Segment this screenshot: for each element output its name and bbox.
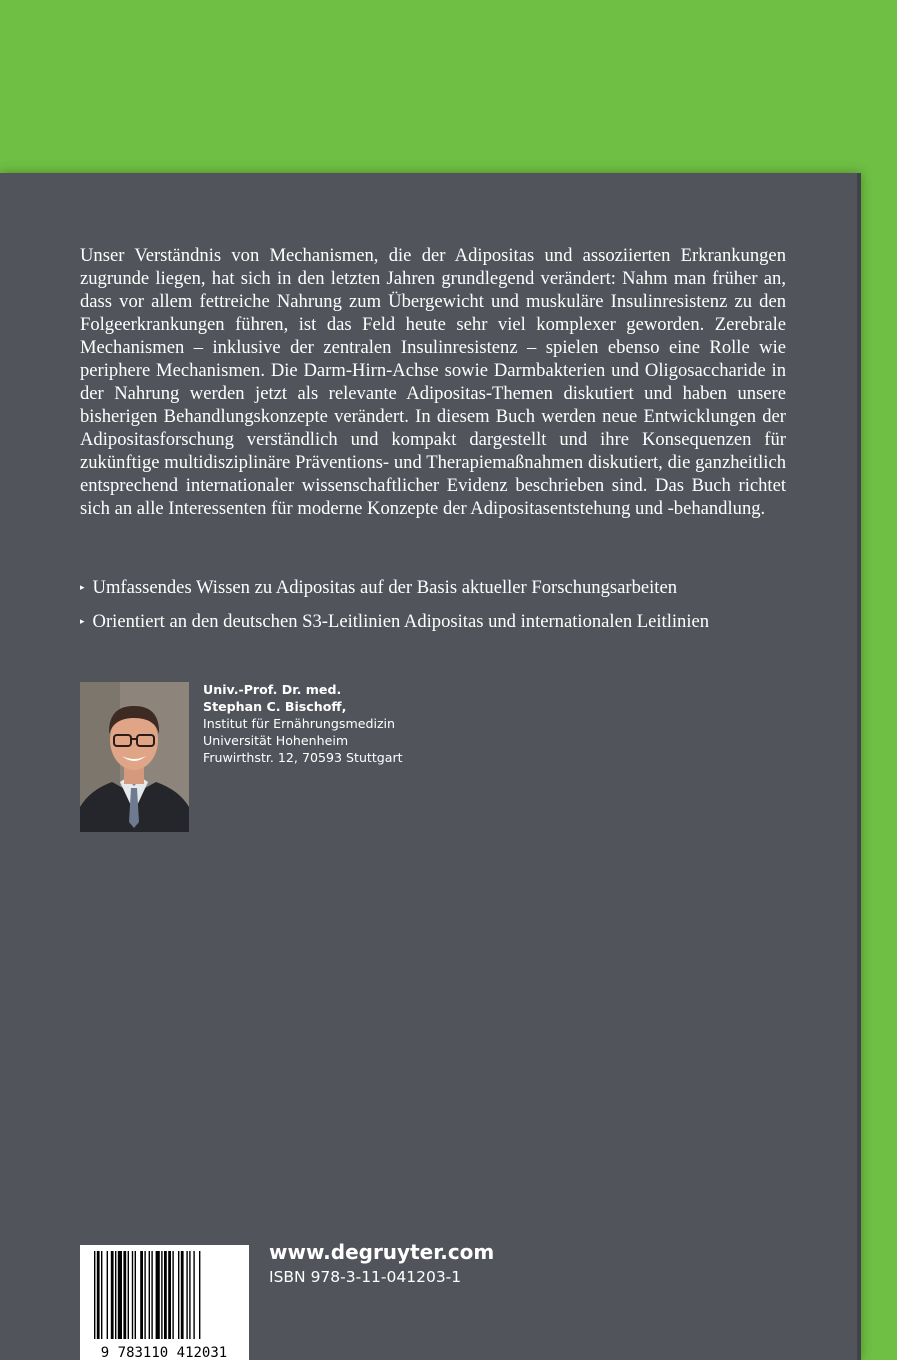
author-name: Stephan C. Bischoff, [203, 699, 347, 714]
barcode-bar [118, 1251, 122, 1339]
author-university: Universität Hohenheim [203, 733, 349, 748]
barcode-bar [193, 1251, 194, 1339]
author-portrait-icon [80, 682, 189, 832]
barcode-bar [111, 1251, 114, 1339]
barcode-bar [140, 1251, 143, 1339]
barcode-bar [181, 1251, 184, 1339]
barcode-bar [128, 1251, 129, 1339]
isbn-number: ISBN 978-3-11-041203-1 [269, 1268, 462, 1286]
author-photo [80, 682, 189, 832]
barcode-bar [164, 1251, 167, 1339]
author-title: Univ.-Prof. Dr. med. [203, 682, 342, 697]
barcode-bar [107, 1251, 108, 1339]
barcode-bar [115, 1251, 116, 1339]
barcode-bar [168, 1251, 171, 1339]
barcode-bar [186, 1251, 187, 1339]
feature-item [80, 610, 800, 633]
barcode-bar [144, 1251, 145, 1339]
triangle-bullet-icon: ▸ [80, 616, 85, 626]
isbn-barcode [80, 1245, 249, 1360]
barcode-bar [199, 1251, 200, 1339]
feature-item [80, 576, 800, 599]
barcode-bar [135, 1251, 136, 1339]
barcode-number: 9 783110 412031 [100, 1345, 228, 1360]
barcode-bar [189, 1251, 190, 1339]
author-institute: Institut für Ernährungsmedizin [203, 716, 396, 731]
blurb-text: Unser Verständnis von Mechanismen, die der Adipositas und assoziierten Erkrankungen zugrunde liegen, hat sich in den letzten Jahren grundlegend verändert: Nahm man früher an, dass vor allem fettreiche Nahrung zum Übergewicht und muskuläre Insulinresistenz zu den Folgeerkrankungen führen, ist das Feld heute sehr viel komplexer geworden. Zerebrale Mechanismen – inklusive der zentralen Insulinresistenz – spielen ebenso eine Rolle wie periphere Mechanismen. Die Darm-Hirn-Achse sowie Darmbakterien und Oligosaccharide in der Nahrung werden jetzt als relevante Adipositas-Themen diskutiert und haben unsere bisherigen Behandlungskonzepte verändert. In diesem Buch werden neue Entwicklungen der Adipositasforschung verständlich und kompakt dargestellt und ihre Konsequenzen für zukünftige multidisziplinäre Präventions- und Therapiemaßnahmen diskutiert, die ganzheitlich entsprechend internationaler wissenschaftlicher Evidenz beschrieben sind. Das Buch richtet sich an alle Interessenten für moderne Konzepte der Adipositasentstehung und -behandlung. [80, 245, 786, 519]
author-info [203, 681, 403, 766]
feature-list [80, 576, 800, 644]
barcode-bar [149, 1251, 150, 1339]
barcode-bar [94, 1251, 95, 1339]
triangle-bullet-icon: ▸ [80, 582, 85, 592]
barcode-bar [172, 1251, 173, 1339]
barcode-bar [123, 1251, 126, 1339]
barcode-bar [97, 1251, 100, 1339]
barcode-bar [156, 1251, 160, 1339]
barcode-bar [151, 1251, 152, 1339]
barcode-bar [178, 1251, 179, 1339]
feature-text: Umfassendes Wissen zu Adipositas auf der Basis aktueller Forschungsarbeiten [92, 577, 678, 598]
barcode-bar [101, 1251, 102, 1339]
barcode-bar [132, 1251, 133, 1339]
barcode-bar [161, 1251, 162, 1339]
publisher-website-link[interactable]: www.degruyter.com [269, 1240, 495, 1264]
feature-text: Orientiert an den deutschen S3-Leitlinien Adipositas und internationalen Leitlinien [92, 611, 710, 632]
barcode-icon [80, 1245, 249, 1360]
author-address: Fruwirthstr. 12, 70593 Stuttgart [203, 750, 403, 765]
